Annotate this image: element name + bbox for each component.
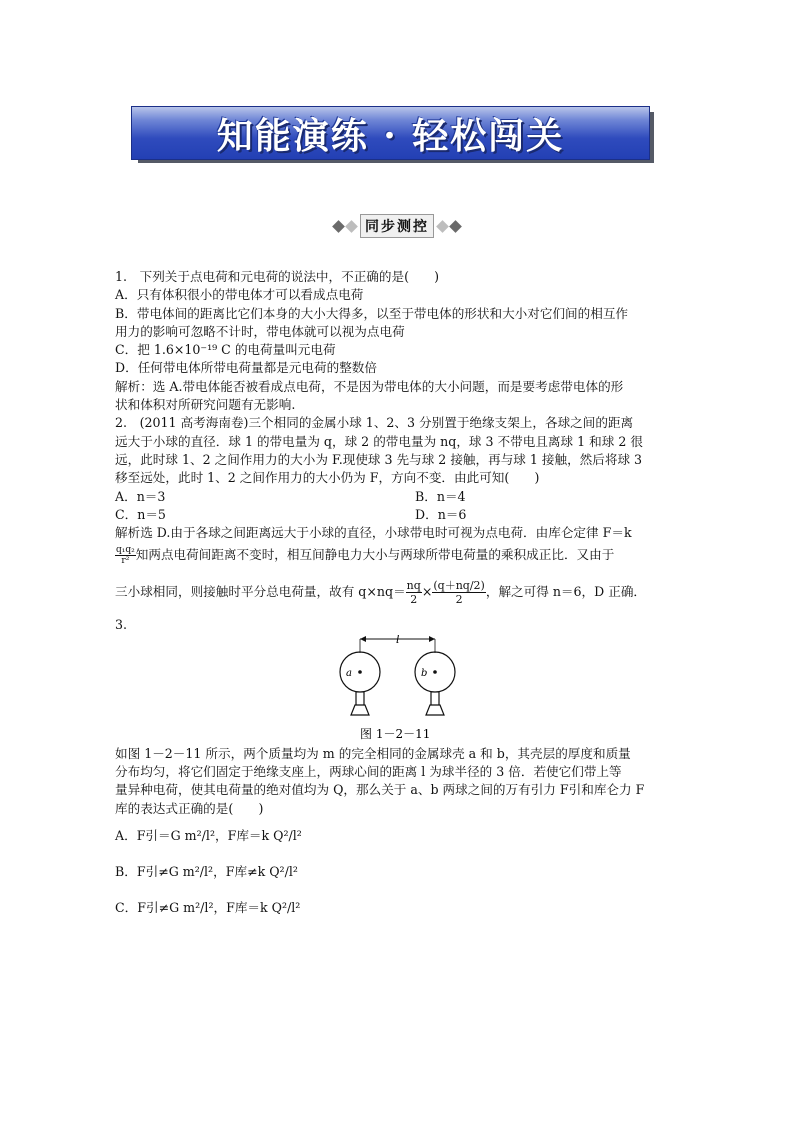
q1-option-a: A．只有体积很小的带电体才可以看成点电荷 <box>115 287 364 303</box>
q3-text-line2: 分布均匀，将它们固定于绝缘支座上，两球心间的距离 l 为球半径的 3 倍．若使它们带上等 <box>115 764 622 780</box>
q1-solution-line1: 解析：选 A.带电体能否被看成点电荷，不是因为带电体的大小问题，而是要考虑带电体的形 <box>115 378 624 394</box>
q2-solution-line2 <box>115 542 685 568</box>
q3-number: 3. <box>115 617 128 633</box>
fraction-denominator: 2 <box>410 592 418 606</box>
diamond-icon <box>449 220 462 233</box>
diamond-icon <box>332 220 345 233</box>
q3-option-b: B．F引≠G m²/l²，F库≠k Q²/l² <box>115 863 298 879</box>
q2-line3: 远，此时球 1、2 之间作用力的大小为 F.现使球 3 先与球 2 接触，再与球 1 接触，然后将球 3 <box>115 451 643 467</box>
q2-line1: 2. (2011 高考海南卷)三个相同的金属小球 1、2、3 分别置于绝缘支架上，各球之间的距离 <box>115 415 634 431</box>
q2-option-d: D．n＝6 <box>415 506 467 522</box>
spheres-diagram <box>115 635 685 745</box>
base-a <box>351 705 369 715</box>
label-a: a <box>346 667 352 679</box>
q3-text-line3: 量异种电荷，使其电荷量的绝对值均为 Q，那么关于 a、b 两球之间的万有引力 F引和库仑力 F <box>115 782 645 798</box>
solution-text: 知两点电荷间距离不变时，相互间静电力大小与两球所带电荷量的乘积成正比．又由于 <box>135 547 615 563</box>
banner-title: 知能演练 · 轻松闯关 <box>216 114 565 157</box>
diamond-icon <box>345 220 358 233</box>
center-a <box>358 670 362 674</box>
times-sign: × <box>421 584 433 600</box>
q2-line4: 移至远处，此时 1、2 之间作用力的大小仍为 F，方向不变．由此可知( ) <box>115 470 540 486</box>
question-content <box>115 268 685 926</box>
fraction-numerator: q₁q₂ <box>116 544 135 555</box>
q2-option-b: B．n＝4 <box>415 488 466 504</box>
fraction <box>432 579 485 606</box>
q2-line2: 远大于小球的直径．球 1 的带电量为 q，球 2 的带电量为 nq，球 3 不带电且离球 1 和球 2 很 <box>115 433 643 449</box>
fraction-numerator: (q＋nq/2) <box>433 578 485 592</box>
figure-1-2-11 <box>115 635 685 745</box>
fraction-denominator: r² <box>121 555 130 566</box>
label-l: l <box>396 634 400 646</box>
q2-options-row1 <box>115 488 685 506</box>
q2-option-c: C．n＝5 <box>115 506 166 522</box>
arrow-head-right <box>429 636 435 642</box>
fraction-denominator: 2 <box>455 592 463 606</box>
q3-text-line4: 库的表达式正确的是( ) <box>115 800 264 816</box>
q3-option-c: C．F引≠G m²/l²，F库＝k Q²/l² <box>115 899 301 915</box>
fraction-numerator: nq <box>406 578 421 592</box>
center-b <box>433 670 437 674</box>
q2-solution-line3 <box>115 568 685 616</box>
section-title: 同步测控 <box>360 214 434 238</box>
q2-option-a: A．n＝3 <box>115 488 166 504</box>
q1-option-c: C．把 1.6×10⁻¹⁹ C 的电荷量叫元电荷 <box>115 342 336 358</box>
q1-option-b-line1: B．带电体间的距离比它们本身的大小大得多，以至于带电体的形状和大小对它们间的相互作 <box>115 305 629 321</box>
diamond-icon <box>436 220 449 233</box>
q1-solution-line2: 状和体积对所研究问题有无影响. <box>115 397 296 413</box>
section-header <box>310 215 484 237</box>
coulomb-fraction <box>115 545 136 566</box>
solution-text: ，解之可得 n＝6，D 正确． <box>485 584 647 600</box>
q2-options-row2 <box>115 506 685 524</box>
q3-option-a: A．F引＝G m²/l²，F库＝k Q²/l² <box>115 827 302 843</box>
figure-caption: 图 1－2－11 <box>360 726 431 741</box>
q1-stem: 1. 下列关于点电荷和元电荷的说法中，不正确的是( ) <box>115 269 440 284</box>
q3-text-line1: 如图 1－2－11 所示，两个质量均为 m 的完全相同的金属球壳 a 和 b，其壳层的厚度和质量 <box>115 745 631 761</box>
fraction <box>406 579 422 606</box>
solution-text: 三小球相同，则接触时平分总电荷量，故有 q×nq＝ <box>115 584 406 600</box>
arrow-head-left <box>360 636 366 642</box>
q1-option-d: D．任何带电体所带电荷量都是元电荷的整数倍 <box>115 360 377 376</box>
q2-solution-line1: 解析选 D.由于各球之间距离远大于小球的直径，小球带电时可视为点电荷．由库仑定律 F＝k <box>115 525 632 541</box>
q1-option-b-line2: 用力的影响可忽略不计时，带电体就可以视为点电荷 <box>115 323 405 339</box>
label-b: b <box>421 667 428 679</box>
title-banner <box>131 106 650 160</box>
base-b <box>426 705 444 715</box>
